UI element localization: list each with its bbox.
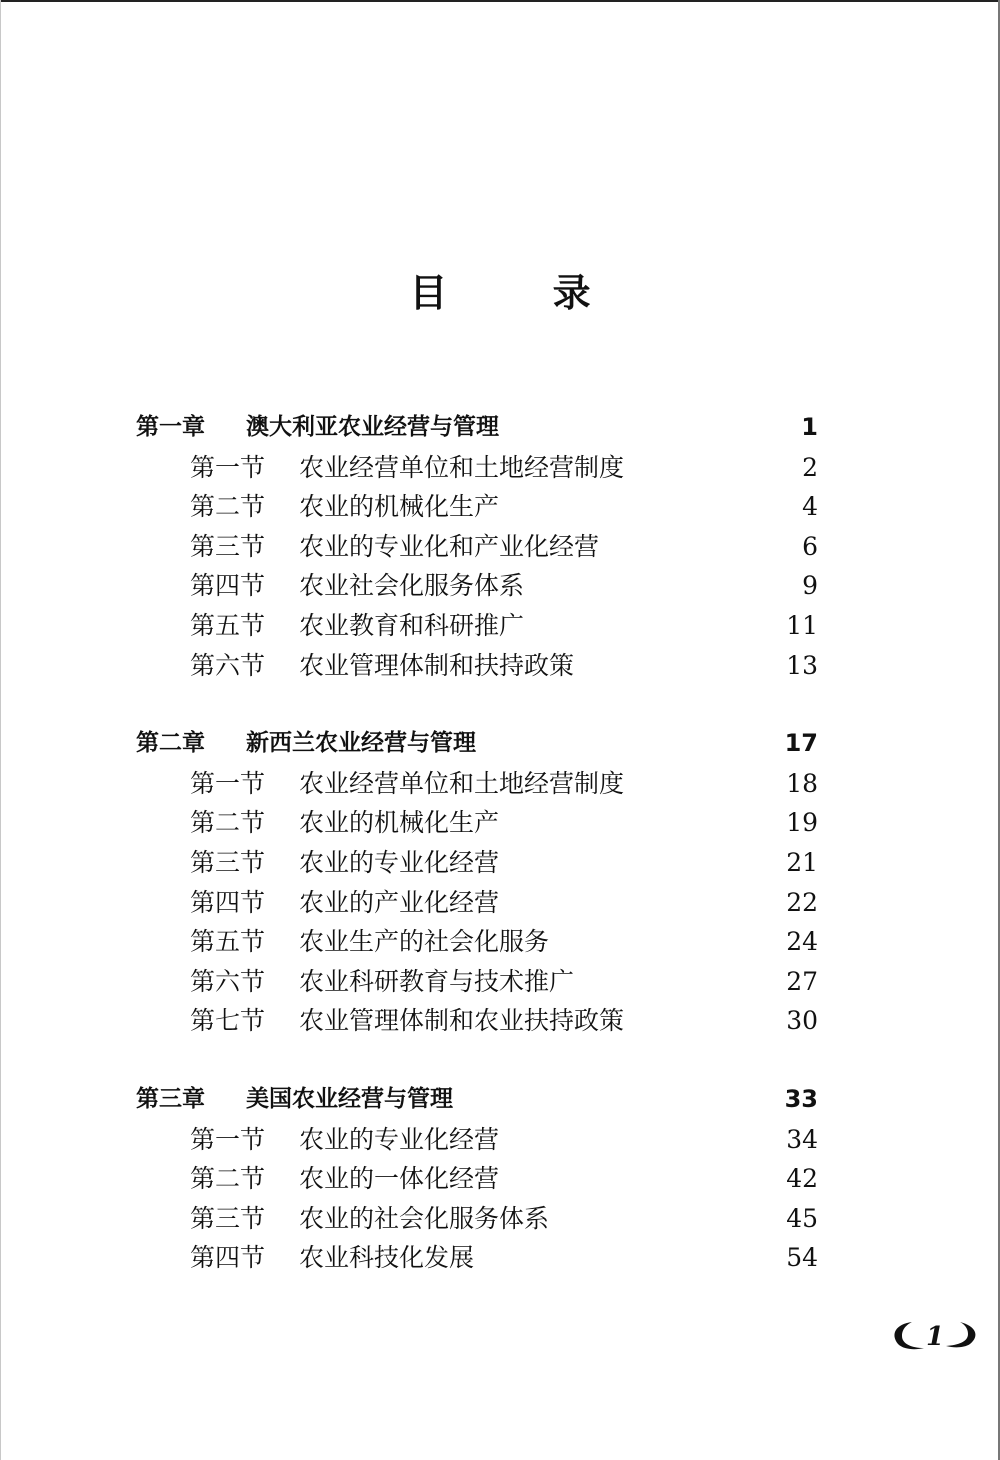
section-row[interactable] [0,646,1000,686]
section-label: 第六节 [190,966,266,996]
chapter-2 [0,724,1000,1041]
section-label: 第一节 [190,1124,266,1154]
folio-page-number: 1 [925,1322,945,1352]
page-folio [882,1312,982,1364]
chapter-label: 第三章 [136,1085,205,1112]
section-page-number: 19 [786,808,818,838]
section-row[interactable] [0,1159,1000,1199]
section-label: 第五节 [190,610,266,640]
section-title: 农业生产的社会化服务 [299,927,550,957]
page-title: 目 录 [409,271,637,315]
chapter-3 [0,1080,1000,1278]
section-label: 第一节 [190,452,266,482]
section-title: 农业社会化服务体系 [299,571,525,601]
scan-top-edge [0,0,1000,2]
section-title: 农业的机械化生产 [299,492,500,522]
section-row[interactable] [0,764,1000,804]
section-row[interactable] [0,1120,1000,1160]
section-page-number: 2 [802,452,818,482]
chapter-label: 第二章 [136,730,205,757]
section-title: 农业经营单位和土地经营制度 [299,768,625,798]
chapter-row[interactable] [0,724,1000,764]
chapter-title: 新西兰农业经营与管理 [246,730,476,757]
section-title: 农业的专业化经营 [299,847,500,877]
section-page-number: 4 [802,492,818,522]
section-label: 第二节 [190,492,266,522]
section-page-number: 6 [802,531,818,561]
section-row[interactable] [0,527,1000,567]
section-label: 第三节 [190,1203,266,1233]
section-title: 农业的社会化服务体系 [299,1203,550,1233]
section-row[interactable] [0,803,1000,843]
chapter-title: 美国农业经营与管理 [246,1085,453,1112]
section-title: 农业经营单位和土地经营制度 [299,452,625,482]
section-title: 农业科技化发展 [299,1243,475,1273]
section-title: 农业教育和科研推广 [299,610,525,640]
table-of-contents [0,408,1000,1317]
section-page-number: 13 [786,650,818,680]
section-row[interactable] [0,1238,1000,1278]
section-page-number: 34 [786,1124,818,1154]
section-row[interactable] [0,1001,1000,1041]
section-row[interactable] [0,843,1000,883]
section-title: 农业的专业化和产业化经营 [299,531,600,561]
section-label: 第二节 [190,808,266,838]
section-label: 第四节 [190,571,266,601]
section-label: 第二节 [190,1164,266,1194]
section-label: 第四节 [190,1243,266,1273]
section-label: 第一节 [190,768,266,798]
section-row[interactable] [0,922,1000,962]
section-page-number: 42 [786,1164,818,1194]
chapter-label: 第一章 [136,414,205,440]
section-title: 农业的专业化经营 [299,1124,500,1154]
section-page-number: 30 [786,1006,818,1036]
section-title: 农业的产业化经营 [299,887,500,917]
section-title: 农业管理体制和农业扶持政策 [299,1006,625,1036]
section-label: 第四节 [190,887,266,917]
section-label: 第三节 [190,531,266,561]
chapter-page-number: 17 [784,729,818,758]
section-row[interactable] [0,1199,1000,1239]
section-title: 农业的一体化经营 [299,1164,500,1194]
section-row[interactable] [0,448,1000,488]
section-page-number: 24 [786,927,818,957]
section-page-number: 54 [786,1243,818,1273]
section-row[interactable] [0,883,1000,923]
section-label: 第五节 [190,927,266,957]
chapter-row[interactable] [0,408,1000,448]
section-label: 第三节 [190,847,266,877]
section-page-number: 11 [786,610,818,640]
section-page-number: 22 [786,887,818,917]
section-page-number: 21 [786,847,818,877]
section-page-number: 45 [786,1203,818,1233]
section-row[interactable] [0,606,1000,646]
section-title: 农业科研教育与技术推广 [299,966,575,996]
section-page-number: 27 [786,966,818,996]
chapter-title: 澳大利亚农业经营与管理 [246,414,499,440]
section-page-number: 18 [786,768,818,798]
chapter-page-number: 33 [784,1084,818,1113]
section-title: 农业管理体制和扶持政策 [299,650,575,680]
chapter-page-number: 1 [801,413,818,441]
folio-bracket-ornament-icon [882,1312,982,1364]
section-label: 第六节 [190,650,266,680]
section-title: 农业的机械化生产 [299,808,500,838]
section-row[interactable] [0,487,1000,527]
section-row[interactable] [0,962,1000,1002]
chapter-1 [0,408,1000,685]
section-page-number: 9 [802,571,818,601]
section-row[interactable] [0,566,1000,606]
chapter-row[interactable] [0,1080,1000,1120]
section-label: 第七节 [190,1006,266,1036]
